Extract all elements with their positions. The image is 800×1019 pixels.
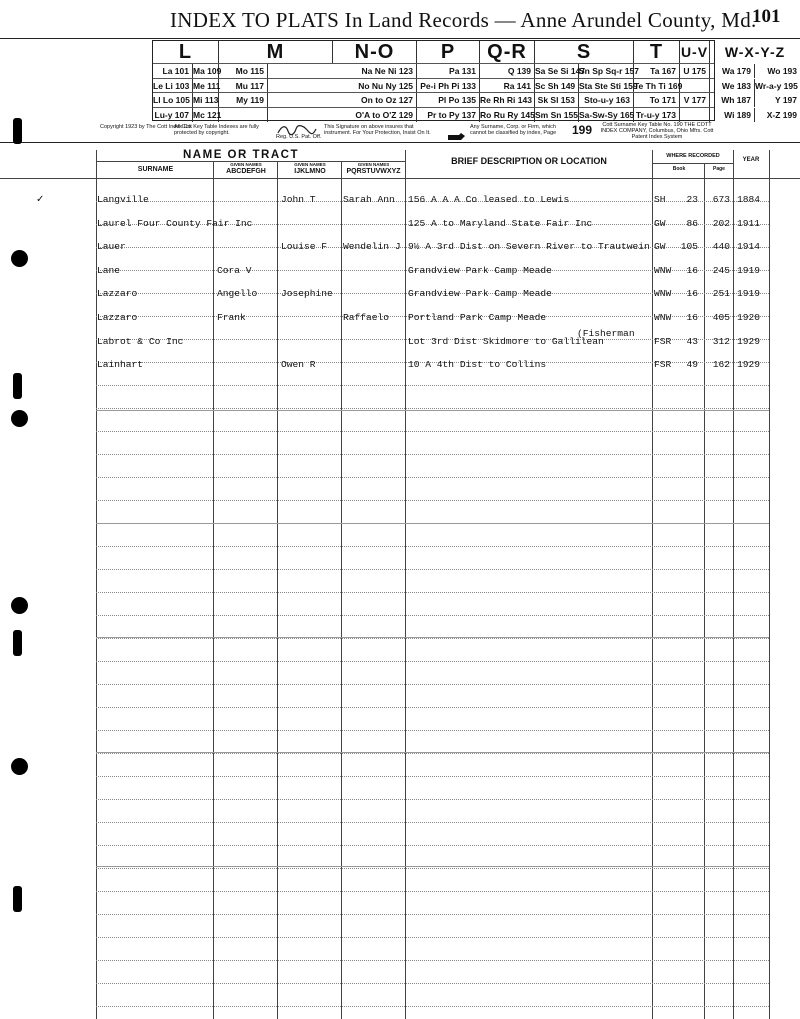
index-cell: Sa Se Si 147	[535, 66, 586, 76]
row-guide	[96, 960, 769, 961]
given2-header: IJKLMNO	[294, 168, 326, 175]
description-header: BRIEF DESCRIPTION OR LOCATION	[451, 156, 607, 166]
page-number: 101	[752, 6, 781, 27]
index-cell: Pl Po 135	[417, 93, 480, 107]
section-rule	[96, 866, 769, 867]
row-guide	[96, 408, 769, 409]
year-cell: 1929	[737, 335, 761, 347]
book-cell: 23	[686, 194, 698, 205]
index-cell: Ma 109	[193, 66, 222, 76]
company-note: Cott Surname Key Table No. 190 THE COTT INDEX COMPANY, Columbus, Ohio Mfrs. Cott Patent Index System	[600, 122, 714, 140]
surname-cell: Lainhart	[97, 359, 144, 371]
surname-cell: Laurel Four County Fair Inc	[97, 217, 253, 229]
page-cell: 673	[712, 194, 730, 205]
section-rule	[96, 637, 769, 638]
index-cell: Wo 193	[767, 66, 797, 76]
year-cell: 1911	[737, 217, 761, 229]
index-cell: Tr-u-y 173	[634, 108, 680, 122]
page-cell: 245	[712, 264, 730, 276]
book-prefix-cell: WNW	[654, 288, 672, 300]
description-cell: Lot 3rd Dist Skidmore to Gallilean	[408, 335, 604, 347]
row-guide	[96, 431, 769, 432]
index-cell: Wi 189	[710, 108, 755, 122]
reg-note: Reg. U.S. Pat. Off.	[276, 134, 322, 140]
surname-cell: Lazzaro	[97, 312, 138, 323]
given3-cell: Wendelin J	[343, 241, 401, 253]
given2-cell: Josephine	[281, 288, 333, 300]
page-header: Page	[713, 166, 725, 172]
book-cell: 49	[686, 359, 698, 371]
row-guide	[96, 776, 769, 777]
given1-header: ABCDEFGH	[226, 168, 266, 175]
copyright-note: Copyright 1923 by The Cott Index Co.	[100, 124, 193, 130]
surname-cell: Labrot & Co Inc	[97, 335, 184, 347]
index-cell: Na Ne Ni 123	[333, 64, 417, 78]
index-cell: Y 197	[774, 95, 797, 105]
protection-note: All Cott Key Table Indexes are fully protected by copyright.	[174, 124, 259, 136]
index-cell: No Nu Ny 125	[333, 79, 417, 93]
row-guide	[96, 822, 769, 823]
description-cell: 156 A A A Co leased to Lewis	[408, 194, 570, 205]
year-cell: 1919	[737, 264, 761, 276]
surname-cell: Lauer	[97, 241, 126, 253]
index-cell: V 177	[680, 93, 710, 107]
given3-header: PQRSTUVWXYZ	[346, 168, 401, 175]
given2-cell: Owen R	[281, 359, 316, 371]
year-cell: 1914	[737, 241, 761, 253]
row-guide	[96, 592, 769, 593]
book-cell: 105	[680, 241, 698, 253]
surname-cell: Lane	[97, 264, 121, 276]
page-cell: 405	[712, 312, 730, 323]
year-cell: 1884	[737, 194, 761, 205]
binder-hole	[11, 250, 28, 267]
unclassified-page: 199	[572, 123, 593, 137]
section-rule	[96, 752, 769, 753]
row-guide	[96, 684, 769, 685]
signature-note: This Signature on above insures that instrument. For Your Protection, Insist On It.	[324, 124, 431, 136]
row-guide	[96, 914, 769, 915]
index-group-u-v: U-V	[680, 41, 710, 63]
index-cell: Sm Sn 155	[535, 109, 578, 120]
index-cell: Sc Sh 149	[535, 79, 579, 93]
page-title: INDEX TO PLATS In Land Records — Anne Arundel County, Md.	[170, 8, 757, 32]
index-cell: Sk Sl 153	[535, 93, 579, 107]
row-guide	[96, 569, 769, 570]
row-guide	[96, 891, 769, 892]
header-rule	[652, 163, 733, 164]
given3-top-header: GIVEN NAMES	[357, 162, 390, 167]
index-group-s: S	[535, 41, 634, 63]
year-cell: 1929	[737, 359, 761, 371]
description-note: (Fisherman	[577, 327, 635, 339]
book-prefix-cell: SH	[654, 194, 666, 205]
given2-cell: Louise F	[281, 241, 328, 253]
book-cell: 16	[686, 312, 698, 323]
index-cell: Sta Ste Sti 159	[579, 80, 638, 91]
year-cell: 1920	[737, 312, 761, 323]
row-guide	[96, 845, 769, 846]
page-cell: 202	[712, 217, 730, 229]
given3-cell: Raffaelo	[343, 312, 390, 323]
row-guide	[96, 546, 769, 547]
index-cell: Wr-a-y 195	[755, 80, 798, 91]
index-cell: Pr to Py 137	[417, 108, 480, 122]
book-cell: 16	[686, 288, 698, 300]
row-guide	[96, 500, 769, 501]
binder-slot	[13, 373, 22, 399]
index-group-m: M	[219, 41, 333, 63]
row-guide	[96, 454, 769, 455]
page-cell: 251	[712, 288, 730, 300]
header-rule	[0, 178, 800, 179]
index-cell: Sn Sp Sq-r 157	[579, 66, 639, 76]
index-cell: Ra 141	[480, 79, 535, 93]
index-cell: Te Th Ti 169	[634, 80, 683, 91]
page-cell: 162	[712, 359, 730, 371]
col-rule	[733, 150, 734, 1019]
binder-hole	[11, 758, 28, 775]
index-cell: Ll Lo 105	[153, 93, 193, 107]
index-cell: Mc 121	[193, 109, 222, 120]
surname-cell: Lazzaro	[97, 288, 138, 300]
index-cell: Le Li 103	[153, 79, 193, 93]
index-cell: Mu 117	[219, 79, 268, 93]
index-cell: Wh 187	[710, 93, 755, 107]
row-guide	[96, 937, 769, 938]
row-guide	[96, 385, 769, 386]
binder-slot	[13, 630, 22, 656]
binder-hole	[11, 597, 28, 614]
row-guide	[96, 615, 769, 616]
index-cell: We 183	[710, 79, 755, 93]
description-cell: Portland Park Camp Meade	[408, 312, 547, 323]
name-or-tract-header: NAME OR TRACT	[183, 149, 299, 161]
row-guide	[96, 799, 769, 800]
index-cell: Ta 167	[634, 64, 680, 78]
index-cell: Pa 131	[417, 64, 480, 78]
row-guide	[96, 730, 769, 731]
index-group-n-o: N-O	[333, 41, 417, 63]
row-guide	[96, 661, 769, 662]
book-prefix-cell: FSR	[654, 359, 672, 371]
surname-cell: Langville	[97, 194, 149, 205]
index-cell: Pe-i Ph Pi 133	[417, 79, 480, 93]
book-header: Book	[672, 166, 686, 172]
index-cell: Q 139	[480, 64, 535, 78]
index-cell: La 101	[153, 64, 193, 78]
binder-slot	[13, 886, 22, 912]
index-group-w-z: W-X-Y-Z	[724, 44, 786, 60]
given3-cell: Sarah Ann	[343, 194, 395, 205]
row-guide	[96, 1006, 769, 1007]
index-group-q-r: Q-R	[480, 41, 535, 63]
section-rule	[96, 523, 769, 524]
book-prefix-cell: GW	[654, 217, 666, 229]
index-cell: Me 111	[193, 80, 221, 91]
section-rule	[96, 410, 769, 411]
index-cell: Re Rh Ri 143	[480, 93, 535, 107]
given2-top-header: GIVEN NAMES	[294, 162, 326, 167]
book-cell: 43	[686, 335, 698, 347]
index-cell: X-Z 199	[766, 109, 797, 120]
check-mark-icon: ✓	[36, 194, 45, 205]
given1-top-header: GIVEN NAMES	[230, 162, 262, 167]
index-cell: On to Oz 127	[333, 93, 417, 107]
binder-hole	[11, 410, 28, 427]
row-guide	[96, 638, 769, 639]
given2-cell: John T	[281, 194, 316, 205]
description-cell: Grandview Park Camp Meade	[408, 288, 552, 300]
row-guide	[96, 477, 769, 478]
index-cell: Sa-Sw-Sy 165	[579, 109, 635, 120]
book-prefix-cell: WNW	[654, 312, 672, 323]
index-cell: Ro Ru Ry 145	[480, 109, 535, 120]
page-cell: 312	[712, 335, 730, 347]
index-cell: U 175	[680, 64, 710, 78]
index-cell: Mo 115	[219, 64, 268, 78]
index-cell: Mi 113	[193, 95, 219, 105]
index-cell: Sto-u-y 163	[579, 93, 634, 107]
unclassified-note: Any Surname, Corp. or Firm, which cannot be classified by index, Page	[470, 124, 557, 136]
surname-header: SURNAME	[137, 166, 174, 173]
row-guide	[96, 707, 769, 708]
description-cell: 125 A to Maryland State Fair Inc	[408, 217, 593, 229]
book-cell: 16	[686, 264, 698, 276]
index-cell: Lu-y 107	[153, 108, 193, 122]
book-prefix-cell: GW	[654, 241, 666, 253]
index-cell: To 171	[634, 93, 680, 107]
year-header: YEAR	[742, 157, 760, 163]
col-rule	[652, 150, 653, 1019]
header-rule	[96, 161, 405, 162]
page-cell: 440	[712, 241, 730, 253]
given1-cell: Frank	[217, 312, 246, 323]
index-cell: Wa 179	[710, 64, 755, 78]
book-cell: 86	[686, 217, 698, 229]
book-prefix-cell: WNW	[654, 264, 672, 276]
given1-cell: Angello	[217, 288, 258, 300]
binder-slot	[13, 118, 22, 144]
given1-cell: Cora V	[217, 264, 252, 276]
book-prefix-cell: FSR	[654, 335, 672, 347]
col-rule	[405, 150, 406, 1019]
index-group-p: P	[417, 41, 480, 63]
row-guide	[96, 983, 769, 984]
year-cell: 1919	[737, 288, 761, 300]
col-rule	[769, 150, 770, 1019]
index-cell: My 119	[219, 93, 268, 107]
description-cell: 10 A 4th Dist to Collins	[408, 359, 547, 371]
index-cell: O'A to O'Z 129	[333, 108, 417, 122]
col-rule	[96, 150, 97, 1019]
index-group-t: T	[634, 41, 680, 63]
row-guide	[96, 753, 769, 754]
description-cell: Grandview Park Camp Meade	[408, 264, 552, 276]
description-cell: 9½ A 3rd Dist on Severn River to Trautwein	[408, 241, 650, 253]
row-guide	[96, 868, 769, 869]
index-group-l: L	[153, 41, 219, 63]
where-recorded-header: WHERE RECORDED	[666, 153, 720, 159]
